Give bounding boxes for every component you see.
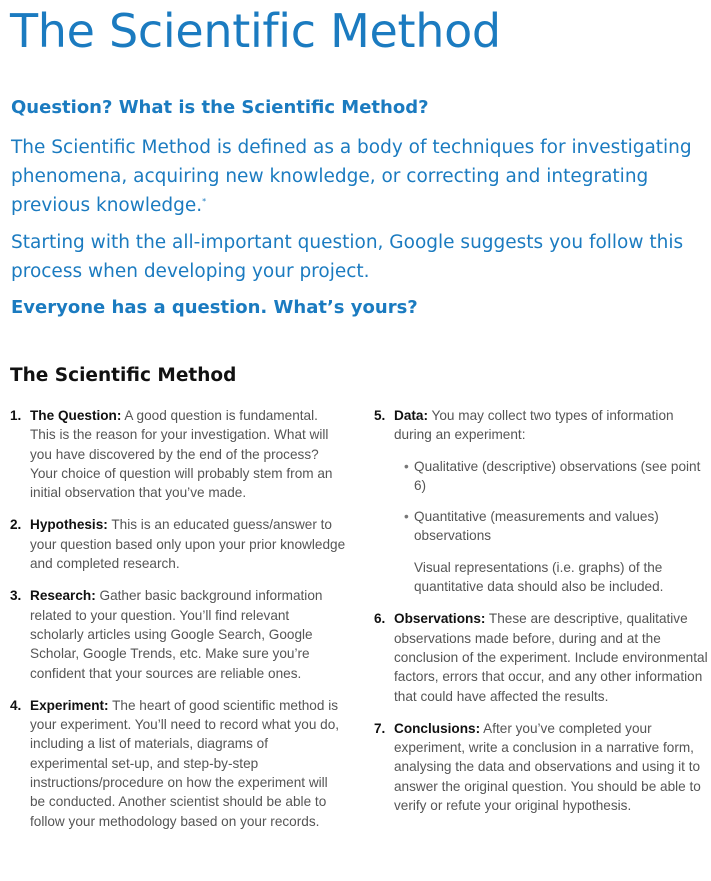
- question-heading: Question? What is the Scientific Method?: [11, 97, 429, 118]
- step-text: Gather basic background information related to your question. You’ll find relevant scholarly articles using Google Search, Google Scholar, Google Trends, etc. Make sure you’re confident that your sources are reliable ones.: [30, 588, 323, 681]
- bullet-text: Qualitative (descriptive) observations (see point 6): [414, 458, 701, 493]
- step-number: 2.: [10, 517, 22, 533]
- page-title: The Scientific Method: [10, 4, 501, 58]
- step-text: After you’ve completed your experiment, write a conclusion in a narrative form, analysing the data and observations and using it to answer the original question. You should be able to verify or refute your original hypothesis.: [394, 720, 701, 814]
- step-text: The heart of good scientific method is your experiment. You’ll need to record what you do, including a list of materials, diagrams of experimental set-up, and step-by-step instructions/procedure on how the experiment will be conducted. Another scientist should be able to follow your methodology based on your records.: [30, 697, 340, 829]
- call-to-action: Everyone has a question. What’s yours?: [11, 297, 418, 318]
- step-number: 1.: [10, 408, 22, 423]
- step-number: 6.: [374, 611, 386, 627]
- bullet-text: Quantitative (measurements and values) observations: [414, 509, 659, 544]
- step-label: Research:: [30, 588, 96, 604]
- step-5-extra-note: Visual representations (i.e. graphs) of the quantitative data should also be included.: [414, 559, 664, 595]
- footnote-marker: *: [202, 196, 207, 206]
- step-label: Data:: [394, 408, 428, 423]
- step-number: 3.: [10, 588, 22, 604]
- steps-column-left: [10, 406, 346, 844]
- section-heading: The Scientific Method: [10, 365, 237, 386]
- step-7: [374, 719, 709, 815]
- step-number: 5.: [374, 408, 386, 423]
- step-label: Conclusions:: [394, 720, 481, 736]
- steps-column-right: [374, 406, 709, 828]
- step-1: [10, 406, 346, 502]
- step-text: These are descriptive, qualitative observations made before, during and at the conclusion of the experiment. Include environmental factors, errors that occur, and any other information that could have affected the results.: [394, 611, 708, 704]
- intro-paragraph-2: Starting with the all-important question, Google suggests you follow this process when developing your project.: [11, 232, 684, 282]
- bullet-dot: •: [404, 509, 409, 525]
- step-5: [374, 406, 709, 596]
- step-label: Hypothesis:: [30, 517, 108, 533]
- step-label: The Question:: [30, 408, 122, 423]
- step-text: A good question is fundamental. This is the reason for your investigation. What will you have discovered by the end of the process? Your choice of question will probably stem from an initial observation that you’ve made.: [30, 408, 333, 501]
- intro-paragraph-1: [11, 133, 706, 220]
- step-2: [10, 515, 346, 573]
- step-text: This is an educated guess/answer to your question based only upon your prior knowledge and completed research.: [30, 517, 346, 572]
- step-label: Experiment:: [30, 697, 109, 713]
- step-6: [374, 609, 709, 705]
- bullet-item: [394, 507, 709, 546]
- bullet-item: [394, 457, 709, 496]
- step-text: You may collect two types of information during an experiment:: [394, 408, 674, 443]
- step-3: [10, 586, 346, 682]
- step-4: [10, 696, 346, 831]
- step-number: 7.: [374, 720, 386, 736]
- step-label: Observations:: [394, 611, 486, 627]
- intro-paragraph-1-text: The Scientific Method is defined as a body of techniques for investigating phenomena, acquiring new knowledge, or correcting and integrating previous knowledge.: [11, 137, 692, 216]
- step-number: 4.: [10, 697, 22, 713]
- bullet-dot: •: [404, 458, 409, 474]
